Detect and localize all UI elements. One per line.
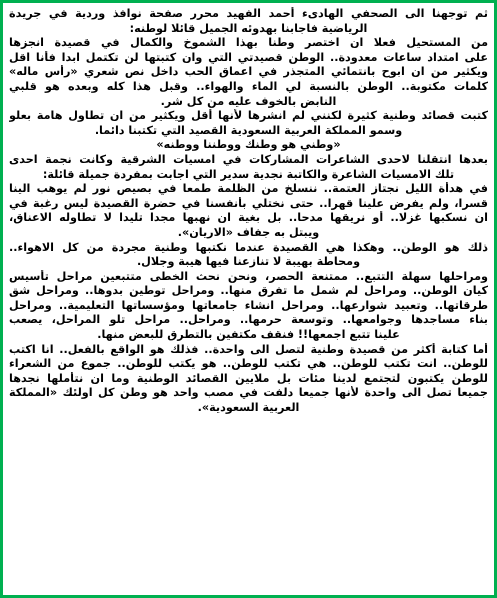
- article-line: طرقاتها.. وتعبيد شوارعها.. ومراحل انشاء جامعاتها ومؤسساتها التعليمية.. ومراحل: [9, 298, 488, 312]
- article-line: من المستحيل فعلا ان اختصر وطنا بهذا الشموخ والكمال في قصيدة انجزها: [9, 36, 488, 50]
- article-line: كلمات مكتوبة.. الوطن بالنسبة لي الماء والهواء.. وقبل هذا كله وبعده هو قلبي: [9, 79, 488, 93]
- article-line: «وطني هو وطنك ووطننا ووطنه»: [156, 138, 341, 152]
- article-line: للوطن يكتبون لتجتمع لدينا مئات بل ملايين القصائد الوطنية وما ان نتأملها نجدها: [9, 371, 488, 385]
- article-line: جميعا تصل الى واحدة لأنها جميعا دلفت في مصب واحد هو وطن كل اولئك «المملكة: [9, 386, 488, 400]
- article-line: تلك الامسيات الشاعرة والكاتبة نجدية سدير التي اجابت بمفردة جميلة قائلة:: [42, 167, 455, 181]
- article-line: ويكثير من ان ابوح بانتمائي المتجذر في اعماق الحب داخل نص شعري «رأس ماله»: [9, 65, 488, 79]
- article-line: الرياضية فاجابنا بهدوئه الجميل قائلا لوطنه:: [129, 21, 368, 35]
- article-line: بعدها انتقلنا لاحدى الشاعرات المشاركات في امسيات الشرقية وكانت نجمة احدى: [9, 152, 488, 166]
- article-line: النابض بالخوف عليه من كل شر.: [160, 94, 337, 108]
- article-line: ومراحلها سهلة التتبع.. ممتنعة الحصر، ونحن نحث الخطى متتبعين مراحل تأسيس: [9, 269, 488, 283]
- article-line: في هدأة الليل نجتاز العتمة.. ننسلخ من الظلمة طمعا في بصيص نور لم يوهب الينا: [9, 182, 488, 196]
- article-line: العربية السعودية».: [197, 401, 300, 415]
- article-line: وسمو المملكة العربية السعودية القصيد التي تكتبنا دائما.: [94, 123, 403, 137]
- article-line: ثم توجهنا الى الصحفي الهادىء أحمد الفهيد محرر صفحة نوافذ وردية في جريدة: [9, 7, 488, 20]
- article-line: بناء مساجدها وجوامعها.. وتوسعة حرمها.. ومراحل.. مراحل تلو المراحل، يصعب: [9, 313, 488, 327]
- article-body: [9, 7, 488, 591]
- article-line: كتبت قصائد وطنية كثيرة لكنني لم انشرها لأنها أقل ويكثير من ان تطاول هامة بعلو: [9, 109, 488, 123]
- article-line: ومحاطة بهيبة لا تنازعنا فيها هيبة وجلال.: [136, 255, 361, 269]
- article-line: أما كتابة أكثر من قصيدة وطنية لتصل الى واحدة.. فذلك هو الواقع بالفعل.. انا اكتب: [9, 342, 488, 356]
- article-line: ذلك هو الوطن.. وهكذا هي القصيدة عندما نكتبها وطنية مجردة من كل الاهواء..: [9, 240, 488, 254]
- article-line: على امتداد ساعات معدودة.. الوطن قصيدتي التي وان كتبتها لن تكتمل ابدا فأنا اقل: [9, 50, 488, 64]
- article-line: ويبتل به جفاف «الاريان».: [177, 225, 320, 239]
- article-line: كيان الوطن.. ومراحل لم شمل ما تفرق منها.. ومراحل توطين بدوها.. ومراحل شق: [9, 284, 488, 298]
- article-line: قسرا، ولم يفرض علينا قهرا.. حتى نختلي بأنفسنا في حضرة القصيدة ليس رغبة في: [9, 196, 488, 210]
- article-line: علينا تتبع اجمعها!! فنقف مكتفين بالتطرق للبعض منها.: [97, 328, 400, 342]
- article-line: للوطن.. انت تكتب للوطن.. هي تكتب للوطن.. هو يكتب للوطن.. جموع من الشعراء: [9, 357, 488, 371]
- article-line: ان نسكبها غزلا.. أو نريقها مدحا.. بل بغية ان نهبها مجدا تليدا لا تطاوله الاعناق،: [9, 211, 488, 225]
